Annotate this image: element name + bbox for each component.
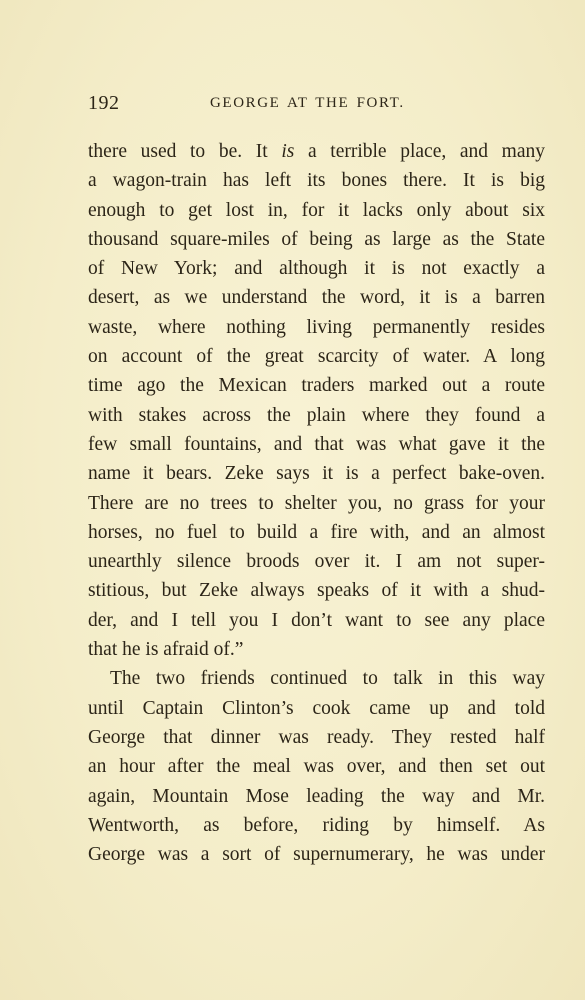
emphasis: is — [281, 141, 295, 162]
text-line: name it bears. Zeke says it is a perfect bake-oven. — [88, 463, 545, 485]
text-line: time ago the Mexican traders marked out a route — [88, 375, 545, 397]
text-line: waste, where nothing living permanently resides — [88, 316, 545, 338]
text-line: George was a sort of supernumerary, he was under — [88, 844, 545, 866]
text-line: Wentworth, as before, riding by himself. As — [88, 814, 545, 836]
text-line: unearthly silence broods over it. I am not super- — [88, 551, 545, 573]
text-line: There are no trees to shelter you, no grass for your — [88, 492, 545, 514]
text-line: until Captain Clinton’s cook came up and told — [88, 697, 545, 719]
text-line: thousand square-miles of being as large as the State — [88, 228, 545, 250]
text-line: with stakes across the plain where they found a — [88, 404, 545, 426]
paragraph-1 — [88, 137, 545, 664]
text-line: on account of the great scarcity of water. A long — [88, 346, 545, 368]
text-line: der, and I tell you I don’t want to see any place — [88, 609, 545, 631]
text-line: there used to be. It is a terrible place, and many — [88, 141, 545, 162]
text-line: of New York; and although it is not exactly a — [88, 258, 545, 280]
text-line: George that dinner was ready. They rested half — [88, 726, 545, 748]
page-number: 192 — [88, 92, 120, 114]
text-line: that he is afraid of.” — [88, 639, 244, 661]
text-line: horses, no fuel to build a fire with, and an almost — [88, 521, 545, 543]
text-line: desert, as we understand the word, it is a barren — [88, 287, 545, 309]
text-line: enough to get lost in, for it lacks only about six — [88, 199, 545, 221]
text-line: stitious, but Zeke always speaks of it with a shud- — [88, 580, 545, 602]
text-line: a wagon-train has left its bones there. It is big — [88, 170, 545, 192]
page-header — [88, 92, 545, 116]
text-line: few small fountains, and that was what gave it the — [88, 433, 545, 455]
paragraph-2 — [88, 664, 545, 869]
body-text — [88, 137, 545, 869]
text-line: again, Mountain Mose leading the way and Mr. — [88, 785, 545, 807]
text-line: an hour after the meal was over, and then set out — [88, 756, 545, 778]
text-line: The two friends continued to talk in this way — [110, 668, 545, 690]
running-head: GEORGE AT THE FORT. — [210, 95, 405, 111]
